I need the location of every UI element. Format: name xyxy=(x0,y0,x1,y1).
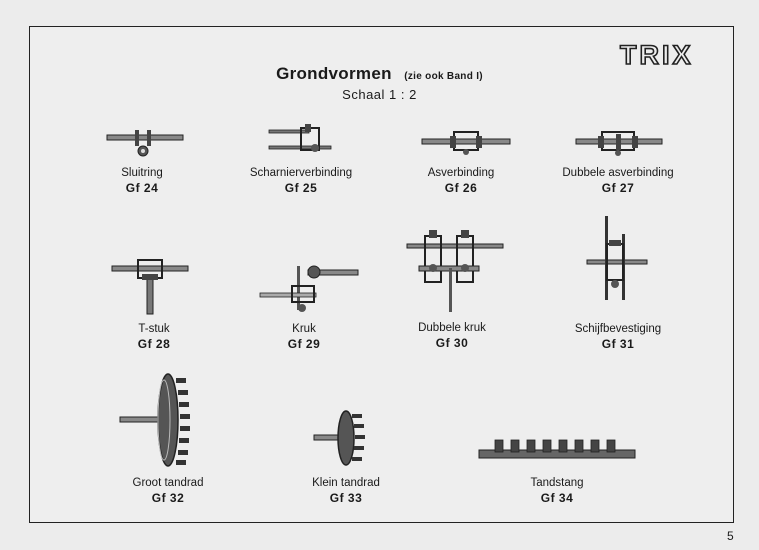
part-gf24 xyxy=(52,166,232,196)
part-kruk-illustration xyxy=(258,264,362,320)
part-groot-tandrad-illustration xyxy=(118,370,192,472)
part-tandstang-illustration xyxy=(477,436,637,466)
part-dubbele-kruk-illustration xyxy=(405,228,505,314)
part-code: Gf 25 xyxy=(284,181,318,195)
part-code: Gf 33 xyxy=(329,491,363,505)
part-code: Gf 31 xyxy=(601,337,635,351)
part-gf34 xyxy=(467,476,647,506)
part-code: Gf 32 xyxy=(151,491,185,505)
trix-logo: TRIX xyxy=(620,40,694,70)
page-number: 5 xyxy=(727,529,734,543)
part-schijfbevestiging-illustration xyxy=(585,214,649,304)
part-scharnierverbinding-illustration xyxy=(265,124,335,158)
part-gf30 xyxy=(362,321,542,351)
part-code: Gf 26 xyxy=(444,181,478,195)
part-gf32 xyxy=(78,476,258,506)
part-name: Schijfbevestiging xyxy=(574,323,662,335)
part-name: Sluitring xyxy=(121,167,163,179)
part-klein-tandrad-illustration xyxy=(312,408,372,470)
scale-label: Schaal 1 : 2 xyxy=(342,87,417,102)
part-name: Kruk xyxy=(292,323,316,335)
part-name: Dubbele asverbinding xyxy=(562,167,674,179)
part-code: Gf 34 xyxy=(540,491,574,505)
part-sluitring-illustration xyxy=(105,126,185,162)
page-title-note: (zie ook Band I) xyxy=(404,71,483,82)
part-name: T-stuk xyxy=(138,323,170,335)
page-heading xyxy=(0,64,759,84)
part-name: Tandstang xyxy=(530,477,584,489)
part-code: Gf 24 xyxy=(125,181,159,195)
part-t-stuk-illustration xyxy=(110,258,190,318)
part-gf33 xyxy=(256,476,436,506)
part-name: Asverbinding xyxy=(427,167,495,179)
part-name: Dubbele kruk xyxy=(418,322,486,334)
part-gf31 xyxy=(528,322,708,352)
part-gf26 xyxy=(371,166,551,196)
part-code: Gf 27 xyxy=(601,181,635,195)
part-code: Gf 30 xyxy=(435,336,469,350)
part-code: Gf 28 xyxy=(137,337,171,351)
part-dubbele-asverbinding-illustration xyxy=(574,128,664,158)
page-title: Grondvormen xyxy=(276,64,392,83)
part-name: Groot tandrad xyxy=(132,477,204,489)
part-gf25 xyxy=(211,166,391,196)
part-code: Gf 29 xyxy=(287,337,321,351)
part-name: Klein tandrad xyxy=(312,477,380,489)
part-name: Scharnierverbinding xyxy=(249,167,353,179)
part-asverbinding-illustration xyxy=(420,128,512,158)
part-gf27 xyxy=(528,166,708,196)
